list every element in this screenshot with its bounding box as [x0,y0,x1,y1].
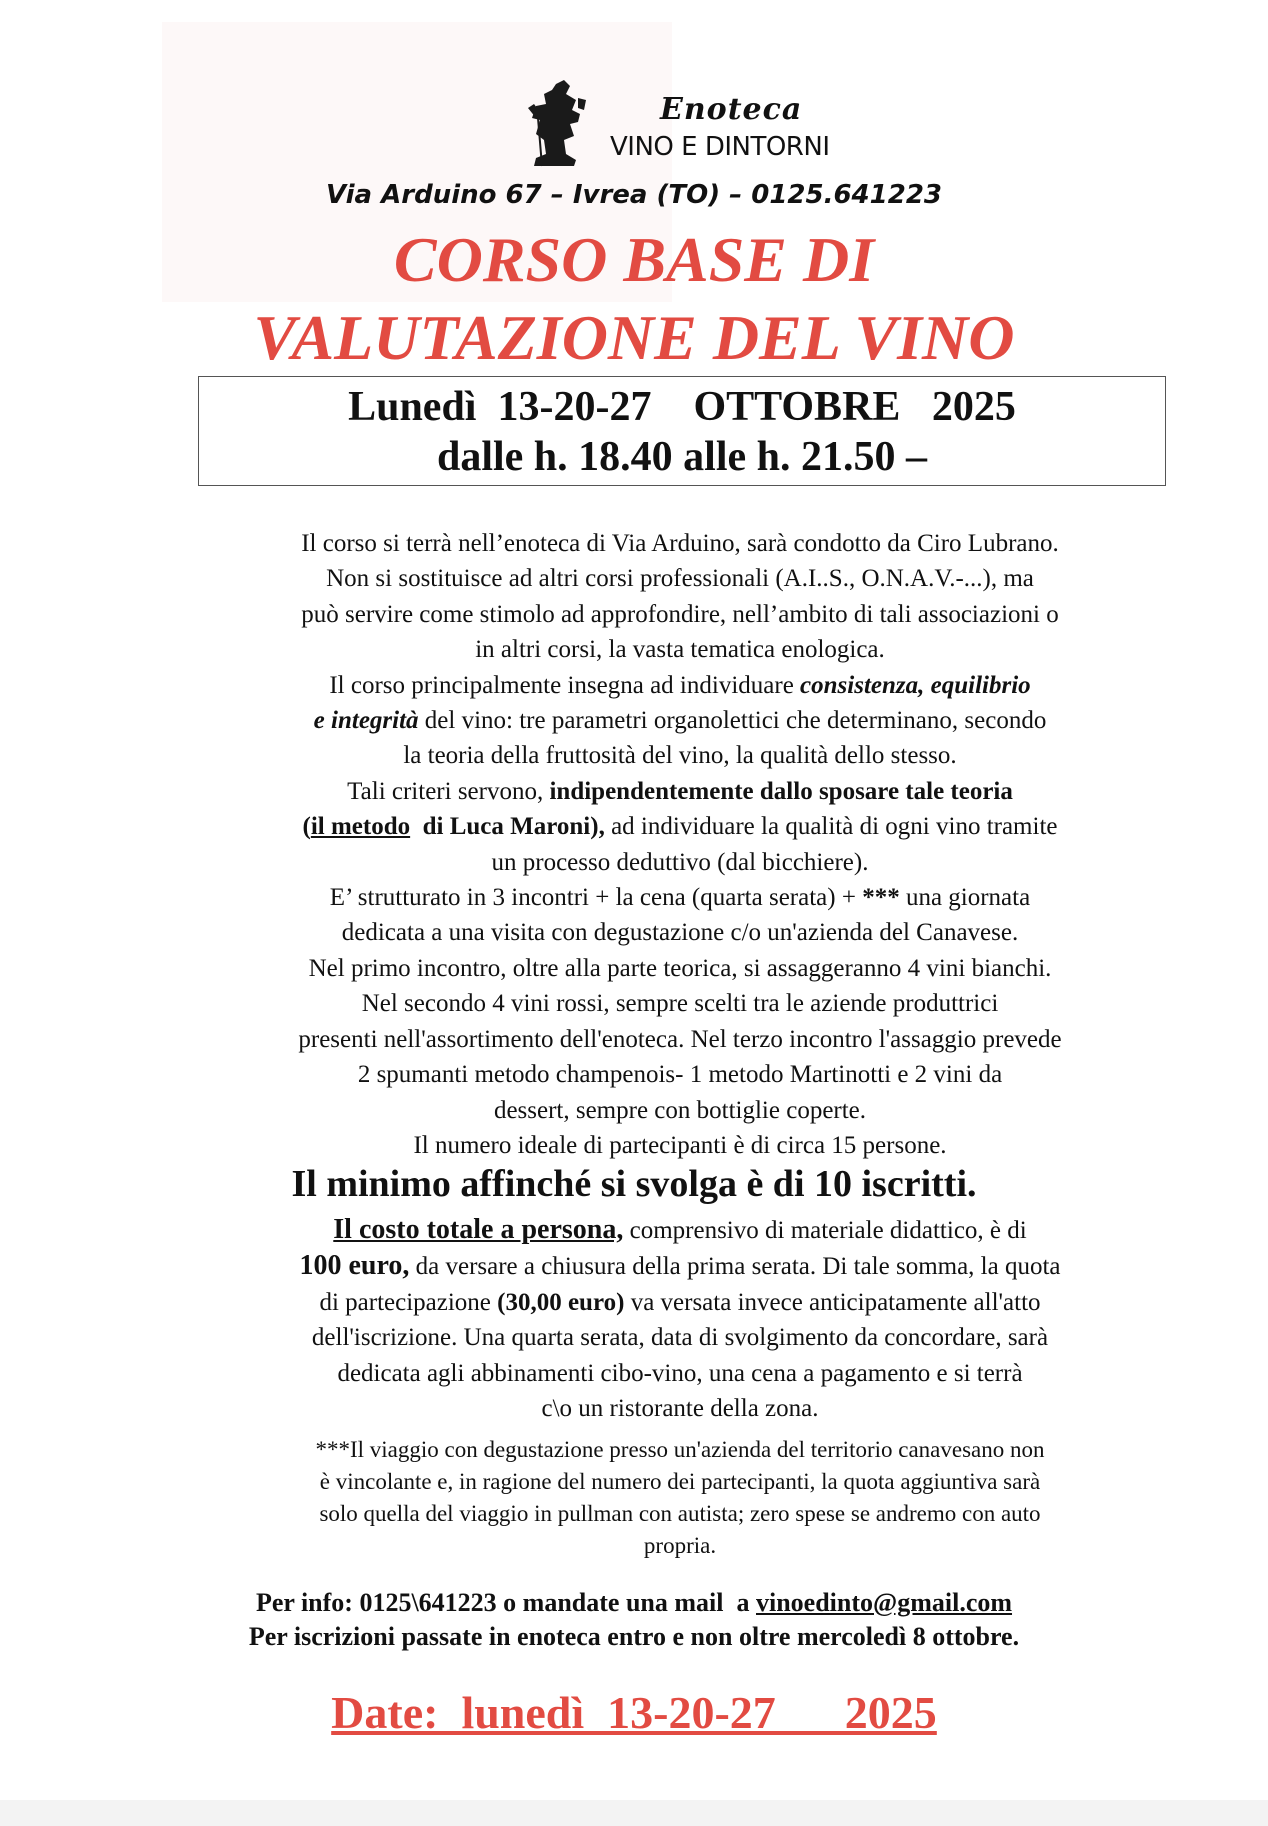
criteria-luca: di Luca Maroni), [410,813,605,841]
trip-note-line: solo quella del viaggio in pullman con autista; zero spese se andremo con auto [319,1501,1041,1526]
criteria-pre: Tali criteri servono, [347,777,550,805]
criteria-bold: indipendentemente dallo sposare tale teoria [549,777,1013,805]
logo-name: Enoteca [660,92,803,127]
structure-post: una giornata [899,884,1031,912]
intro-line: Non si sostituisce ad altri corsi professionali (A.I..S., O.N.A.V.-...), ma [326,565,1034,593]
criteria-line-1 [200,774,1160,809]
course-description [200,526,1160,1163]
cost-line: dell'iscrizione. Una quarta serata, data di svolgimento da concordare, sarà [311,1324,1049,1352]
teaches-line-1 [200,668,1160,703]
teaches-emphasis-1: consistenza, equilibrio [800,671,1031,699]
body-line: Nel secondo 4 vini rossi, sempre scelti tra le aziende produttrici [361,990,999,1018]
logo-subtitle: VINO E DINTORNI [610,132,830,162]
teaches-line-2 [200,703,1160,738]
structure-line [200,880,1160,915]
title-line-2: VALUTAZIONE DEL VINO [253,302,1015,373]
trip-note-line: propria. [643,1533,717,1558]
body-line: dedicata a una visita con degustazione c/o un'azienda del Canavese. [341,919,1019,947]
criteria-metodo: il metodo [310,813,411,841]
cost-line2-post: da versare a chiusura della prima serata. Di tale somma, la quota [409,1253,1061,1281]
teaches-emphasis-2: e integrità [313,707,419,735]
teaches-pre: Il corso principalmente insegna ad individuare [329,671,801,699]
info-line-2: Per iscrizioni passate in enoteca entro e non oltre mercoledì 8 ottobre. [248,1622,1020,1651]
cost-line1-post: comprensivo di materiale didattico, è di [623,1217,1027,1244]
cost-label: Il costo totale a persona, [333,1214,624,1245]
criteria-line-3: un processo deduttivo (dal bicchiere). [491,848,869,876]
cost-line-3 [200,1285,1160,1320]
teaches-line-3: la teoria della fruttosità del vino, la qualità dello stesso. [403,742,957,770]
knight-figure-icon [518,78,598,168]
cost-deposit: (30,00 euro) [497,1288,625,1316]
cost-line: dedicata agli abbinamenti cibo-vino, una cena a pagamento e si terrà [337,1359,1023,1387]
cost-line: c\o un ristorante della zona. [541,1395,819,1423]
schedule-hours: dalle h. 18.40 alle h. 21.50 – [436,434,928,480]
criteria-line-2 [200,809,1160,844]
teaches-post: del vino: tre parametri organolettici che determinano, secondo [418,707,1047,735]
info-line-1 [0,1586,1268,1620]
cost-line-2 [200,1248,1160,1284]
cost-section [200,1212,1160,1426]
criteria-post: ad individuare la qualità di ogni vino tramite [604,813,1058,841]
page-bottom-edge [0,1800,1268,1826]
body-line: Il numero ideale di partecipanti è di circa 15 persone. [413,1131,947,1159]
body-line: 2 spumanti metodo champenois- 1 metodo Martinotti e 2 vini da [357,1061,1003,1089]
intro-line: Il corso si terrà nell’enoteca di Via Arduino, sarà condotto da Ciro Lubrano. [301,530,1059,557]
schedule-box [198,376,1166,486]
trip-note [200,1434,1160,1562]
email-link[interactable]: vinoedinto@gmail.com [756,1588,1013,1617]
info-line1-pre: Per info: 0125\641223 o mandate una mail a [255,1588,756,1617]
title-line-1: CORSO BASE DI [393,224,875,295]
body-line: Nel primo incontro, oltre alla parte teorica, si assaggeranno 4 vini bianchi. [308,954,1052,982]
structure-pre: E’ strutturato in 3 incontri + la cena (quarta serata) + [329,884,863,912]
footer-dates: Date: lunedì 13-20-27 2025 [331,1687,937,1738]
enoteca-logo [518,78,868,170]
schedule-days: Lunedì 13-20-27 OTTOBRE 2025 [348,384,1016,430]
trip-note-line: è vincolante e, in ragione del numero dei partecipanti, la quota aggiuntiva sarà [319,1469,1041,1494]
info-section [0,1586,1268,1654]
cost-line3-post: va versata invece anticipatamente all'atto [624,1288,1041,1316]
cost-amount: 100 euro, [299,1250,410,1282]
body-line: presenti nell'assortimento dell'enoteca. Nel terzo incontro l'assaggio prevede [298,1025,1062,1053]
structure-stars: *** [862,884,900,912]
intro-line: può servire come stimolo ad approfondire, nell’ambito di tali associazioni o [301,600,1059,628]
body-line: dessert, sempre con bottiglie coperte. [493,1096,867,1124]
address-line: Via Arduino 67 – Ivrea (TO) – 0125.641223 [325,180,943,210]
cost-line-1 [200,1212,1160,1248]
minimum-participants: Il minimo affinché si svolga è di 10 iscritti. [291,1163,977,1205]
cost-line3-pre: di partecipazione [319,1288,498,1316]
trip-note-line: ***Il viaggio con degustazione presso un'azienda del territorio canavesano non [315,1437,1045,1462]
intro-line: in altri corsi, la vasta tematica enologica. [475,636,885,664]
criteria-paren: ( [302,813,311,841]
